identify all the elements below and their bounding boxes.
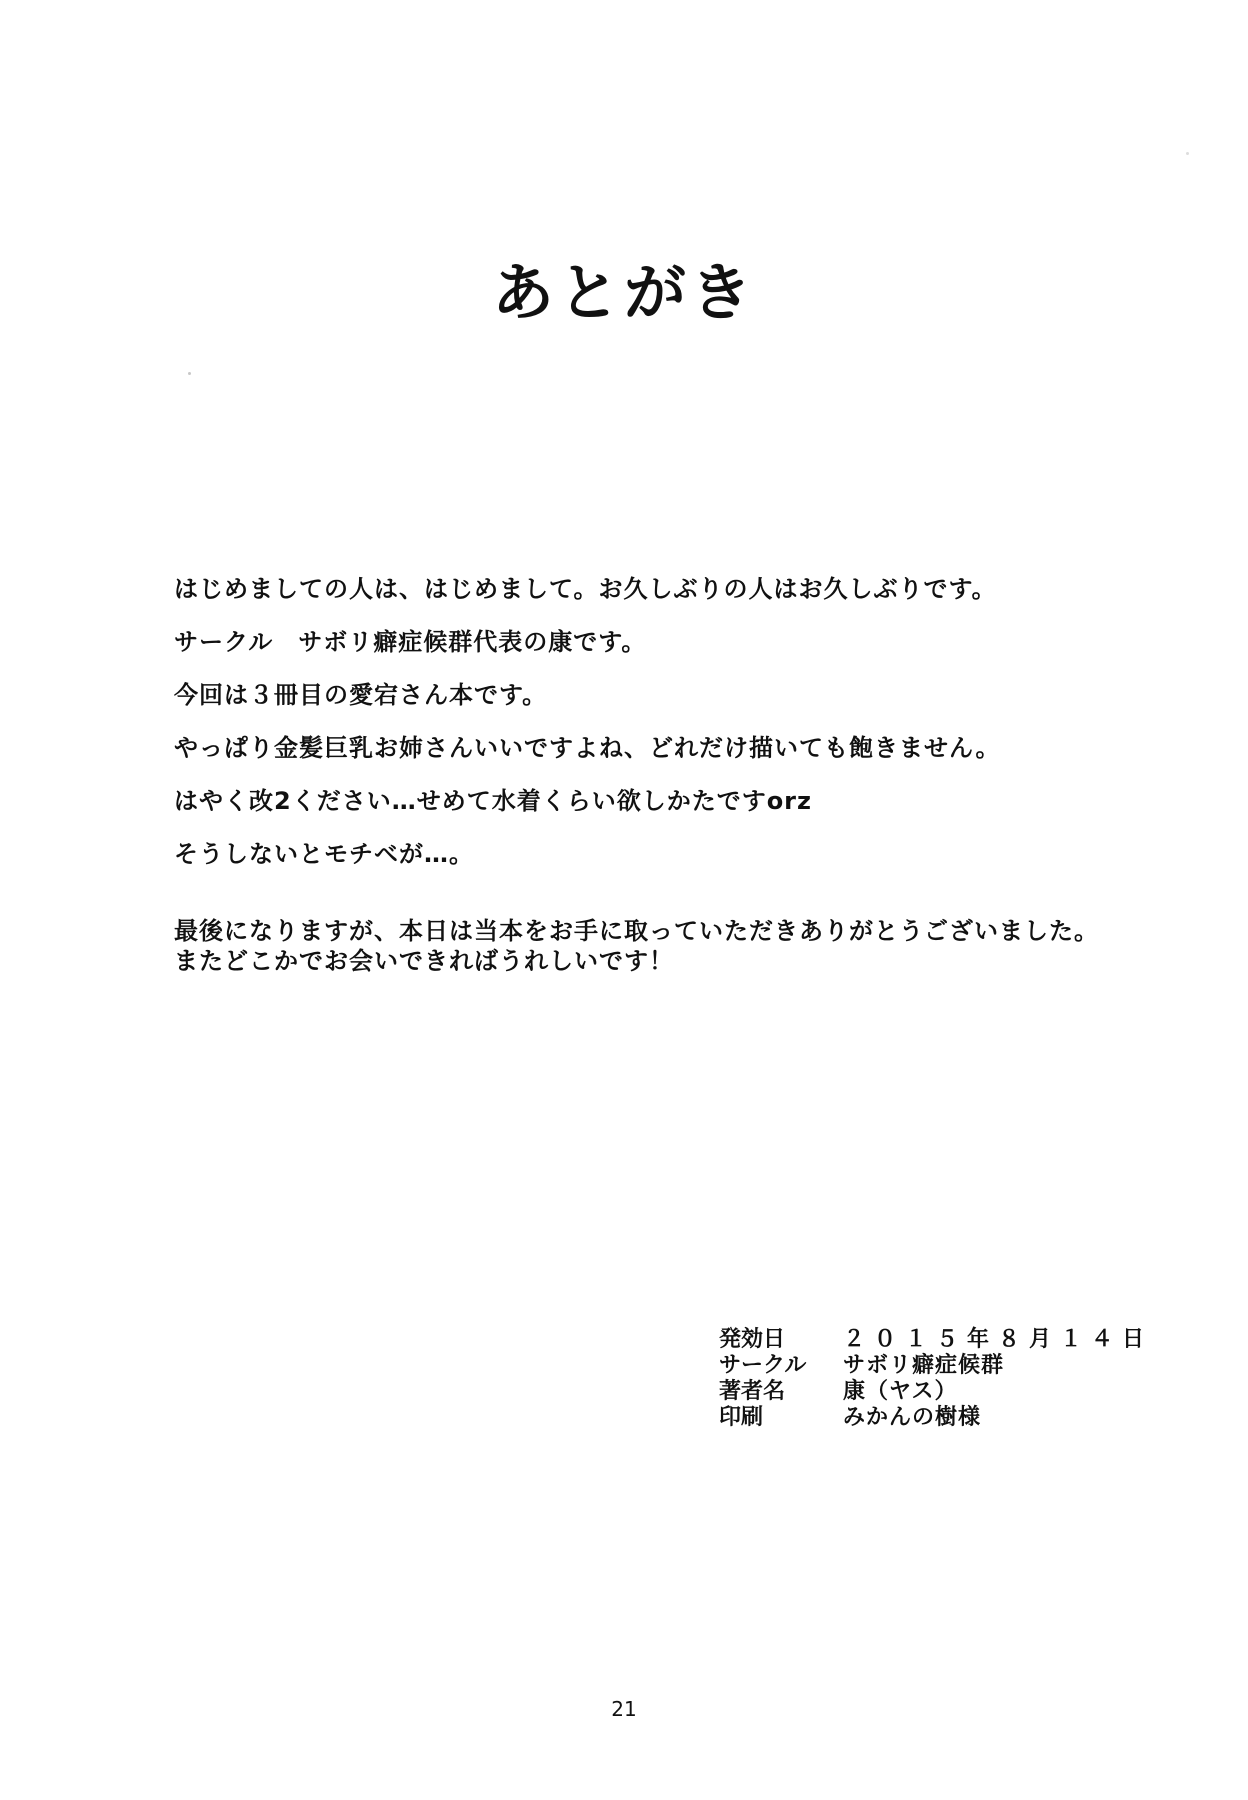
closing-paragraph [174, 916, 1214, 976]
colophon-label: サークル [719, 1353, 807, 1378]
paragraph-line: 今回は３冊目の愛宕さん本です。 [174, 681, 548, 709]
paper-speck [188, 372, 191, 375]
paragraph-line: やっぱり金髪巨乳お姉さんいいですよね、どれだけ描いても飽きません。 [174, 734, 1001, 762]
colophon-value: みかんの樹様 [843, 1405, 982, 1430]
greeting-paragraph [174, 574, 1184, 892]
colophon-value: 康（ヤス） [843, 1379, 958, 1404]
page-title: あとがき [491, 256, 756, 329]
closing-line: またどこかでお会いできればうれしいです！ [174, 947, 674, 975]
colophon-value: ２０１５年８月１４日 [843, 1327, 1154, 1352]
paragraph-line: サークル サボリ癖症候群代表の康です。 [174, 628, 647, 656]
colophon-label: 発効日 [719, 1327, 786, 1352]
paragraph-line: はやく改2ください…せめて水着くらい欲しかたですorz [174, 787, 812, 815]
colophon-row-author [719, 1379, 1153, 1405]
colophon-value: サボリ癖症候群 [843, 1353, 1005, 1378]
colophon-row-circle [719, 1353, 1153, 1379]
colophon [719, 1327, 1153, 1431]
paragraph-line: そうしないとモチベが…。 [174, 840, 474, 868]
colophon-label: 著者名 [719, 1379, 786, 1404]
colophon-row-printer [719, 1405, 1153, 1431]
closing-line: 最後になりますが、本日は当本をお手に取っていただきありがとうございました。 [174, 917, 1099, 945]
paper-speck [1186, 152, 1189, 155]
paragraph-line: はじめましての人は、はじめまして。お久しぶりの人はお久しぶりです。 [174, 575, 997, 603]
page-number: 21 [611, 1697, 637, 1721]
colophon-label: 印刷 [719, 1405, 764, 1430]
colophon-row-issue-date [719, 1327, 1153, 1353]
